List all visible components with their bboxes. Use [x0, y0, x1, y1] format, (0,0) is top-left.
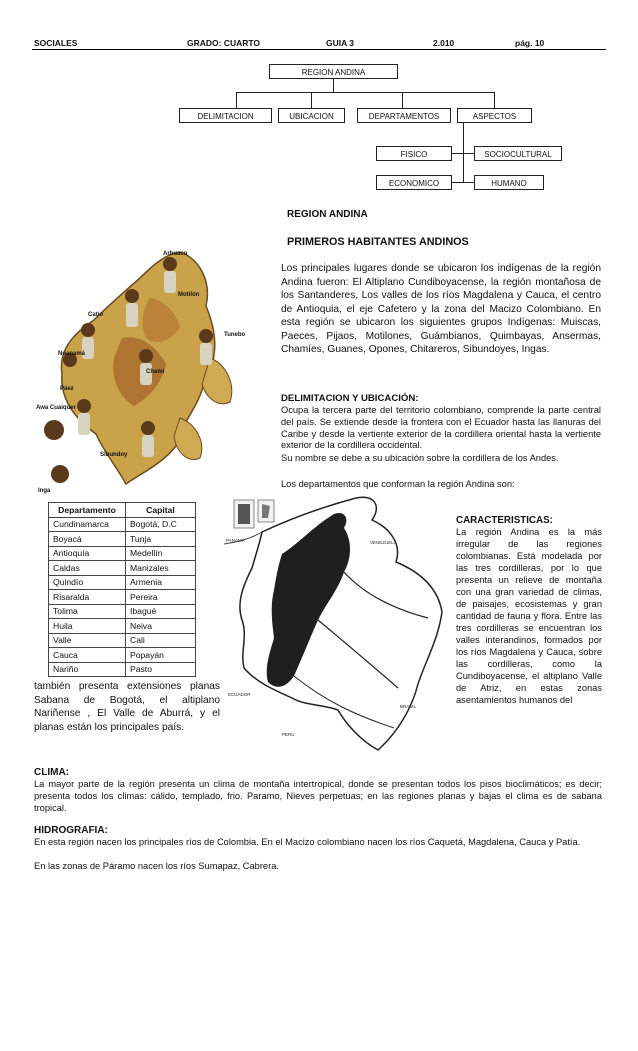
map-label-arhuaco: Arhuaco [163, 251, 188, 257]
diagram-node-humano: HUMANO [474, 175, 544, 190]
cell-departamento: Cundinamarca [49, 517, 126, 532]
cell-departamento: Tolima [49, 604, 126, 619]
caracteristicas-title: CARACTERISTICAS: [456, 515, 553, 526]
cell-capital: Medellín [126, 546, 196, 561]
header-year: 2.010 [433, 38, 455, 48]
cell-departamento: Risaralda [49, 590, 126, 605]
diagram-connector [494, 92, 495, 108]
header-rule [32, 49, 606, 50]
table-row [49, 575, 196, 590]
cell-capital: Pasto [126, 662, 196, 677]
header-grade: GRADO: CUARTO [187, 38, 261, 48]
map-label-catio: Catío [88, 312, 103, 318]
delimitacion-title: DELIMITACION Y UBICACIÓN: [281, 393, 419, 404]
indigenous-groups-map [30, 238, 250, 498]
diagram-node-delimitacion: DELIMITACION [179, 108, 272, 123]
cell-capital: Bogotá, D.C [126, 517, 196, 532]
diagram-connector [236, 92, 237, 108]
cell-capital: Tunja [126, 532, 196, 547]
table-row [49, 532, 196, 547]
diagram-connector [452, 182, 474, 183]
country-label-ecuador: ECUADOR [228, 692, 251, 697]
diagram-node-departamentos: DEPARTAMENTOS [357, 108, 451, 123]
delimitacion-body2: Su nombre se debe a su ubicación sobre la cordillera de los Andes. [281, 453, 559, 463]
cell-capital: Ibagué [126, 604, 196, 619]
table-row [49, 546, 196, 561]
clima-title: CLIMA: [34, 767, 69, 778]
table-row [49, 648, 196, 663]
cell-departamento: Nariño [49, 662, 126, 677]
map-label-chami: Chamí [146, 369, 165, 375]
country-label-brasil: BRASIL [400, 704, 417, 709]
hidrografia-line1: En esta región nacen los principales ríos de Colombia. En el Macizo colombiano nacen los ríos Caquetá, Magdalena, Cauca y Patía. [34, 837, 581, 847]
map-label-tunebo: Tunebo [224, 332, 246, 338]
cell-capital: Manizales [126, 561, 196, 576]
caracteristicas-body: La región Andina es la más irregular de las regiones colombianas. Está modelada por las tres cordilleras, por lo que presenta un relieve de montaña con una gran variedad de climas, de paisajes, ecosistemas y gran cantidad de fauna y flora. Entre las tres cordilleras se encuentran los valles interandinos, formados por los ríos Magdalena y Cauca, sobre las cordilleras, como la Cundiboyacense, el altiplano Valle de Atriz, en estas zonas asentamientos humanos del [456, 527, 602, 705]
diagram-root: REGION ANDINA [269, 64, 398, 79]
cell-departamento: Antioquía [49, 546, 126, 561]
cell-departamento: Cauca [49, 648, 126, 663]
clima-body: La mayor parte de la región presenta un clima de montaña intertropical, donde se presentan todos los pisos bioclimáticos; es decir; presenta todos los climas: cálido, templado, frio. Paramo, Nieves perpetuas; en las regiones planas y bajas el clima es de sabana tropical. [34, 779, 602, 813]
diagram-connector [311, 92, 312, 108]
extension-text: también presenta extensiones planas Sabana de Bogotá, el altiplano Nariñense , El Valle de Aburrá, y el planas están los principales país. [34, 681, 220, 733]
hidrografia-title: HIDROGRAFIA: [34, 825, 108, 836]
diagram-node-economico: ECONOMICO [376, 175, 452, 190]
map-label-sibundoy: Sibundoy [100, 452, 128, 458]
table-row [49, 633, 196, 648]
map-label-motilon: Motilón [178, 292, 200, 298]
colombia-andean-map [222, 492, 454, 760]
primeros-title: PRIMEROS HABITANTES ANDINOS [287, 236, 469, 248]
cell-capital: Neiva [126, 619, 196, 634]
departments-table [48, 502, 196, 677]
departments-intro: Los departamentos que conforman la región Andina son: [281, 479, 515, 489]
diagram-node-aspectos: ASPECTOS [457, 108, 532, 123]
country-label-panama: PANAMA [226, 538, 245, 543]
hidrografia-line2: En las zonas de Páramo nacen los ríos Sumapaz, Cabrera. [34, 861, 279, 871]
table-row [49, 561, 196, 576]
table-header-capital: Capital [126, 503, 196, 518]
header-page: pág. 10 [515, 38, 545, 48]
table-row [49, 662, 196, 677]
cell-departamento: Huila [49, 619, 126, 634]
diagram-connector [333, 79, 334, 92]
table-row [49, 619, 196, 634]
map-label-inga: Inga [38, 488, 51, 494]
table-row [49, 604, 196, 619]
diagram-connector [236, 92, 494, 93]
cell-departamento: Quindío [49, 575, 126, 590]
cell-capital: Cali [126, 633, 196, 648]
delimitacion-body: Ocupa la tercera parte del territorio colombiano, comprende la parte central del país. Se extiende desde la frontera con el Ecuador hasta las llanuras del Caribe y desde la vertiente exterior de la cordillera oriental hasta la vertiente exterior de la cordillera occidental. [281, 405, 601, 451]
diagram-node-sociocultural: SOCIOCULTURAL [474, 146, 562, 161]
cell-capital: Pereira [126, 590, 196, 605]
diagram-node-fisico: FISICO [376, 146, 452, 161]
cell-capital: Armenia [126, 575, 196, 590]
map-label-paez: Páez [60, 386, 74, 392]
header-subject: SOCIALES [34, 38, 78, 48]
header-guide: GUIA 3 [326, 38, 355, 48]
cell-capital: Popayán [126, 648, 196, 663]
diagram-connector [402, 92, 403, 108]
map-label-awa-cuaiquer: Awa Cuaiquer [36, 405, 76, 411]
table-row [49, 590, 196, 605]
map-label-noanama: Noanamá [58, 351, 86, 357]
country-label-peru: PERU [282, 732, 295, 737]
table-header-departamento: Departamento [49, 503, 126, 518]
cell-departamento: Caldas [49, 561, 126, 576]
diagram-node-ubicacion: UBICACION [278, 108, 345, 123]
country-label-venezuela: VENEZUELA [370, 540, 397, 545]
cell-departamento: Valle [49, 633, 126, 648]
table-header-row [49, 503, 196, 518]
cell-departamento: Boyacá [49, 532, 126, 547]
section-title: REGION ANDINA [287, 209, 368, 220]
table-row [49, 517, 196, 532]
diagram-connector [452, 153, 474, 154]
primeros-body: Los principales lugares donde se ubicaron los indígenas de la región Andina fueron: El Altiplano Cundiboyacense, la región montañosa de los Santanderes, Los valles de los ríos Magdalena y Cauca, el centro de Antioquia, el eje Cafetero y la zona del Macizo Colombiano. En esta región se ubicaron los siguientes grupos Indígenas: Muiscas, Paeces, Pijaos, Motilones, Guámbianos, Quimbayas, Ansermas, Chamíes, Guanes, Opones, Chitareros, Sibundoyes, Ingas. [281, 263, 601, 355]
